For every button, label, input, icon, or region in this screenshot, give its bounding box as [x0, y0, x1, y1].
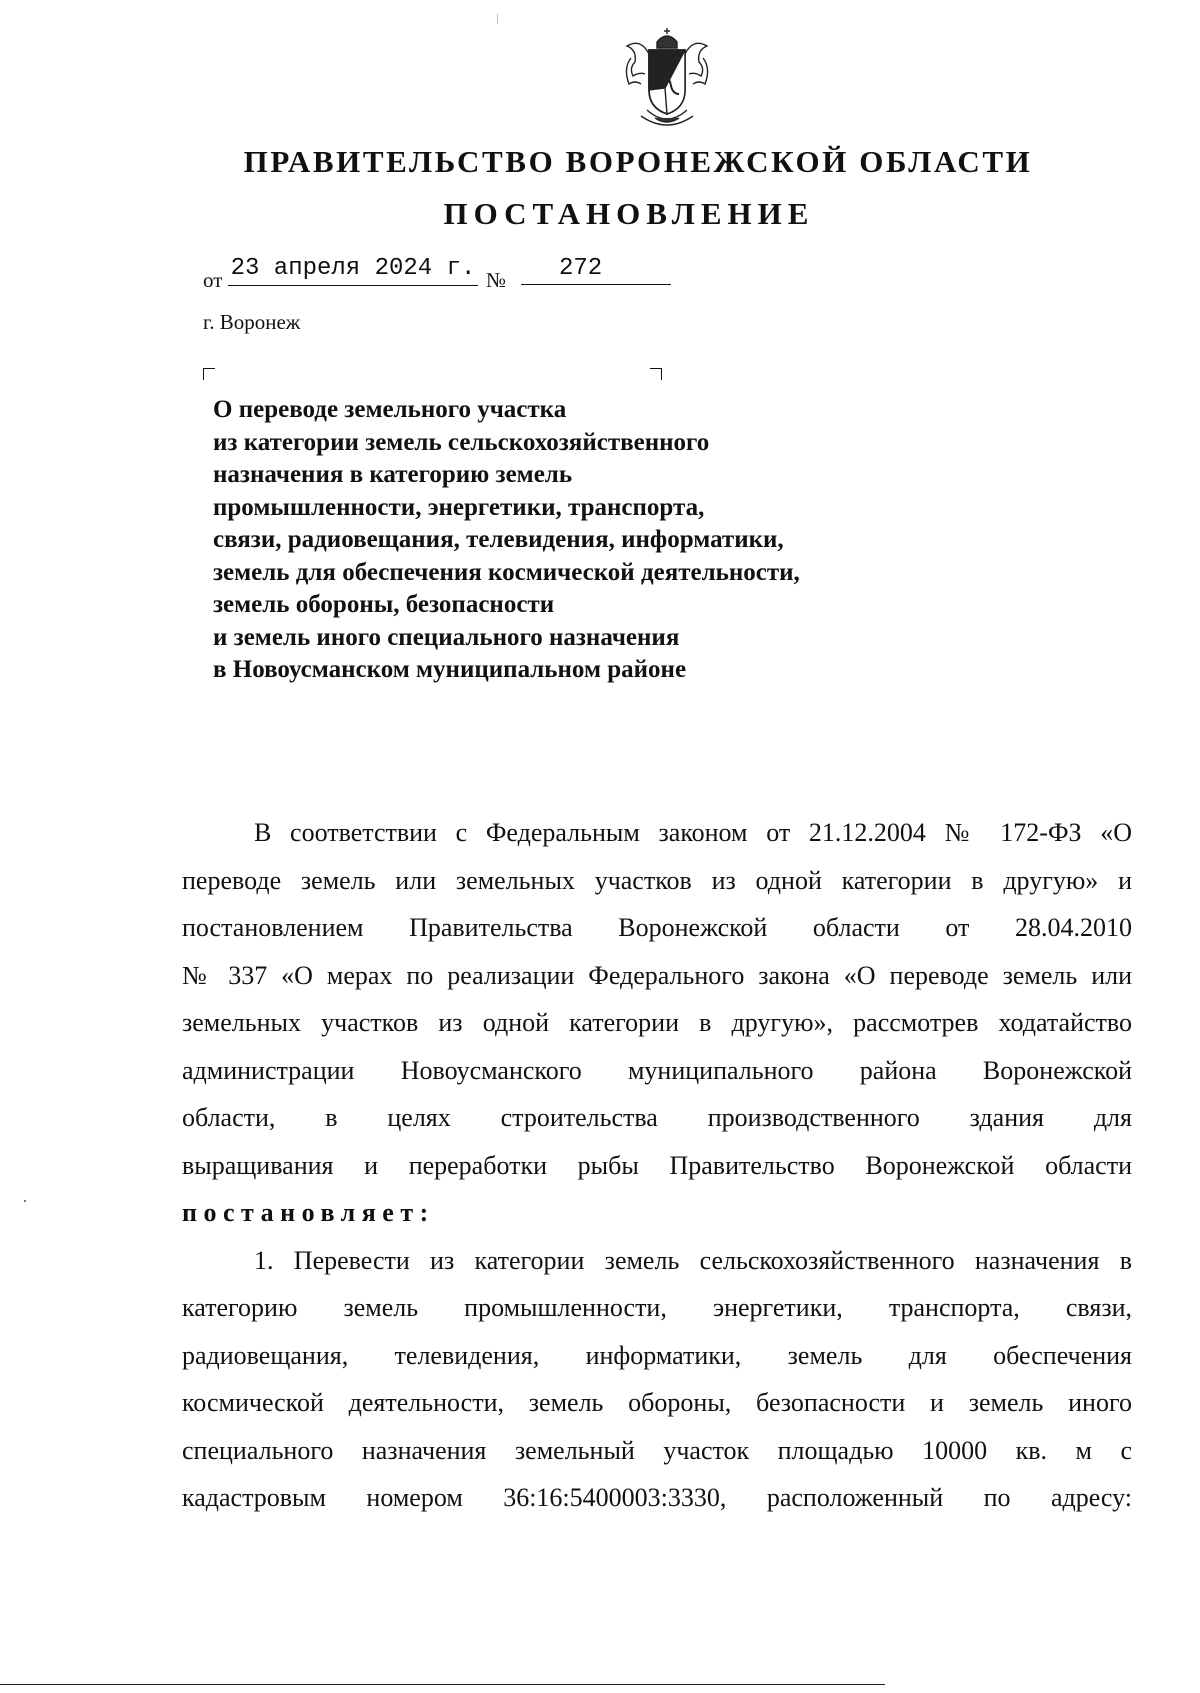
- item-1-line: специального назначения земельный участок площадью 10000 кв. м с: [182, 1435, 1132, 1465]
- document-number: 272: [521, 256, 671, 285]
- preamble-line: области, в целях строительства производственного здания для: [182, 1103, 1132, 1132]
- subject-line: и земель иного специального назначения: [213, 623, 680, 651]
- preamble-line: переводе земель или земельных участков из одной категории в другую» и: [182, 865, 1132, 895]
- number-label: №: [486, 268, 507, 292]
- document-type: ПОСТАНОВЛЕНИЕ: [443, 196, 815, 231]
- subject-corner-left: [203, 368, 215, 380]
- city: г. Воронеж: [203, 310, 301, 334]
- preamble-line: выращивания и переработки рыбы Правительство Воронежской области: [182, 1150, 1132, 1180]
- item-1-line: радиовещания, телевидения, информатики, земель для обеспечения: [182, 1340, 1132, 1370]
- scan-speck: [24, 1200, 26, 1202]
- subject-line: О переводе земельного участка: [213, 396, 567, 423]
- resolves-word: постановляет:: [182, 1198, 435, 1227]
- item-1-line: категорию земель промышленности, энергетики, транспорта, связи,: [182, 1293, 1132, 1322]
- preamble-line: В соответствии с Федеральным законом от 21.12.2004 № 172-ФЗ «О: [254, 818, 1132, 847]
- item-1-line: 1. Перевести из категории земель сельскохозяйственного назначения в: [254, 1245, 1132, 1275]
- subject-line: промышленности, энергетики, транспорта,: [213, 493, 705, 521]
- subject-line: в Новоусманском муниципальном районе: [213, 656, 687, 683]
- preamble-line: администрации Новоусманского муниципального района Воронежской: [182, 1055, 1132, 1085]
- item-1-line: кадастровым номером 36:16:5400003:3330, расположенный по адресу:: [182, 1483, 1132, 1512]
- government-title: ПРАВИТЕЛЬСТВО ВОРОНЕЖСКОЙ ОБЛАСТИ: [243, 144, 1033, 179]
- subject-corner-right: [650, 368, 662, 380]
- subject-heading: [213, 394, 800, 687]
- subject-line: земель для обеспечения космической деятельности,: [213, 558, 800, 586]
- from-label: от: [203, 268, 223, 292]
- preamble-line: земельных участков из одной категории в другую», рассмотрев ходатайство: [182, 1008, 1132, 1037]
- subject-line: назначения в категорию земель: [213, 461, 573, 488]
- body-text: [182, 818, 1132, 1531]
- coat-of-arms-icon: [619, 28, 715, 132]
- preamble-line: № 337 «О мерах по реализации Федерального закона «О переводе земель или: [182, 960, 1132, 990]
- preamble-line: постановлением Правительства Воронежской области от 28.04.2010: [182, 913, 1132, 942]
- subject-line: связи, радиовещания, телевидения, информатики,: [213, 526, 784, 553]
- subject-line: из категории земель сельскохозяйственного: [213, 428, 710, 456]
- subject-line: земель обороны, безопасности: [213, 591, 555, 618]
- scan-speck: [497, 14, 498, 24]
- footer-rule: [0, 1684, 885, 1685]
- item-1-line: космической деятельности, земель обороны, безопасности и земель иного: [182, 1388, 1132, 1417]
- date-number-line: [203, 256, 673, 292]
- document-date: 23 апреля 2024 г.: [228, 256, 478, 286]
